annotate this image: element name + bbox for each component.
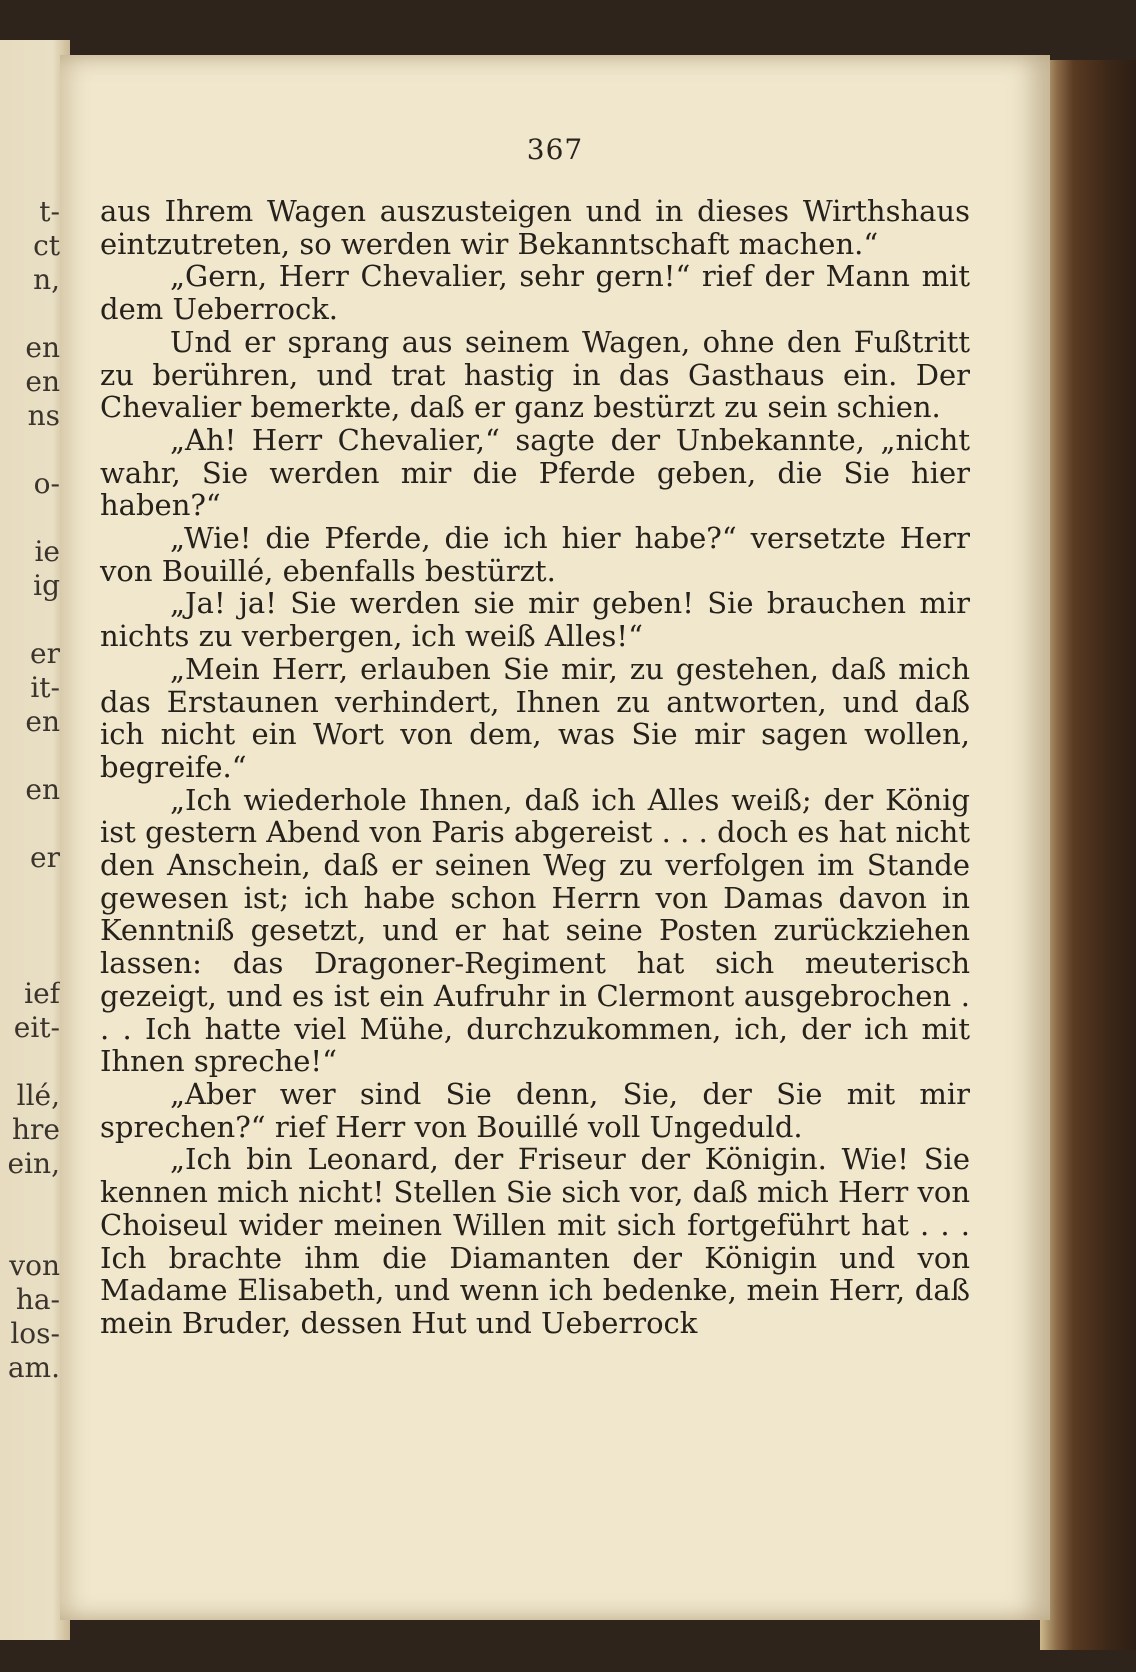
left-fragment: en [25,331,60,364]
left-fragment: ie [34,535,60,568]
page-body [100,195,970,1340]
left-fragment: hre [12,1113,60,1146]
left-fragment: ief [24,977,60,1010]
left-fragment [0,297,60,331]
paragraph: „Ich bin Leonard, der Friseur der Königin. Wie! Sie kennen mich nicht! Stellen Sie sich vor, daß mich Herr von Choiseul wider meinen Willen mit sich fortgeführt hat . . . Ich brachte ihm die Diamanten der Königin und von Madame Elisabeth, und wenn ich bedenke, mein Herr, daß mein Bruder, dessen Hut und Ueberrock [100,1142,970,1340]
left-fragment: en [25,773,60,806]
left-fragment: am. [7,1351,60,1384]
book-page [60,55,1050,1620]
left-fragment: en [25,705,60,738]
book-cover-edge [1040,60,1136,1650]
left-fragment [0,739,60,773]
left-fragment [0,501,60,535]
left-fragment [0,875,60,909]
left-fragment [0,433,60,467]
left-fragment: o- [33,467,60,500]
page-number: 367 [526,133,584,166]
left-fragment [0,1215,60,1249]
left-page-fragments [0,195,60,1385]
paragraph: „Mein Herr, erlauben Sie mir, zu gestehen, daß mich das Erstaunen verhindert, Ihnen zu antworten, und daß ich nicht ein Wort von dem, was Sie mir sagen wollen, begreife.“ [100,651,970,784]
paragraph: „Ja! ja! Sie werden sie mir geben! Sie brauchen mir nichts zu verbergen, ich weiß Alles!“ [100,586,970,654]
left-fragment [0,1181,60,1215]
left-fragment [0,1045,60,1079]
paragraph: aus Ihrem Wagen auszusteigen und in dieses Wirthshaus eintzutreten, so werden wir Bekanntschaft machen.“ [100,194,970,261]
left-fragment: los- [10,1317,60,1350]
left-fragment: ns [27,399,60,432]
paragraph: „Ah! Herr Chevalier,“ sagte der Unbekannte, „nicht wahr, Sie werden mir die Pferde geben, die Sie hier haben?“ [100,422,970,523]
paragraph: „Gern, Herr Chevalier, sehr gern!“ rief der Mann mit dem Ueberrock. [100,259,970,327]
left-fragment: t- [39,195,60,228]
left-fragment: n, [33,263,60,296]
left-fragment: von [9,1249,60,1282]
left-fragment: it- [30,671,60,704]
left-fragment: er [30,841,60,874]
left-fragment: llé, [16,1079,60,1112]
paragraph: „Ich wiederhole Ihnen, daß ich Alles weiß; der König ist gestern Abend von Paris abgereist . . . doch es hat nicht den Anschein, daß er seinen Weg zu verfolgen im Stande gewesen ist; ich habe schon Herrn von Damas davon in Kenntniß gesetzt, und er hat seine Posten zurückziehen lassen: das Dragoner-Regiment hat sich meuterisch gezeigt, und es ist ein Aufruhr in Clermont ausgebrochen . . . Ich hatte viel Mühe, durchzukommen, ich, der ich mit Ihnen spreche!“ [100,782,970,1079]
left-fragment: en [25,365,60,398]
left-fragment: er [30,637,60,670]
paragraph: „Aber wer sind Sie denn, Sie, der Sie mit mir sprechen?“ rief Herr von Bouillé voll Ungeduld. [100,1076,970,1144]
left-fragment: eit- [13,1011,60,1044]
left-fragment: ein, [7,1147,60,1180]
paragraph: „Wie! die Pferde, die ich hier habe?“ versetzte Herr von Bouillé, ebenfalls bestürzt. [100,521,970,588]
left-fragment [0,943,60,977]
paragraph: Und er sprang aus seinem Wagen, ohne den Fußtritt zu berühren, und trat hastig in das Gasthaus ein. Der Chevalier bemerkte, daß er ganz bestürzt zu sein schien. [100,324,970,425]
left-fragment [0,807,60,841]
left-fragment: ct [33,229,60,262]
left-fragment [0,603,60,637]
left-fragment: ig [33,569,60,602]
left-fragment: ha- [15,1283,60,1316]
left-fragment [0,909,60,943]
